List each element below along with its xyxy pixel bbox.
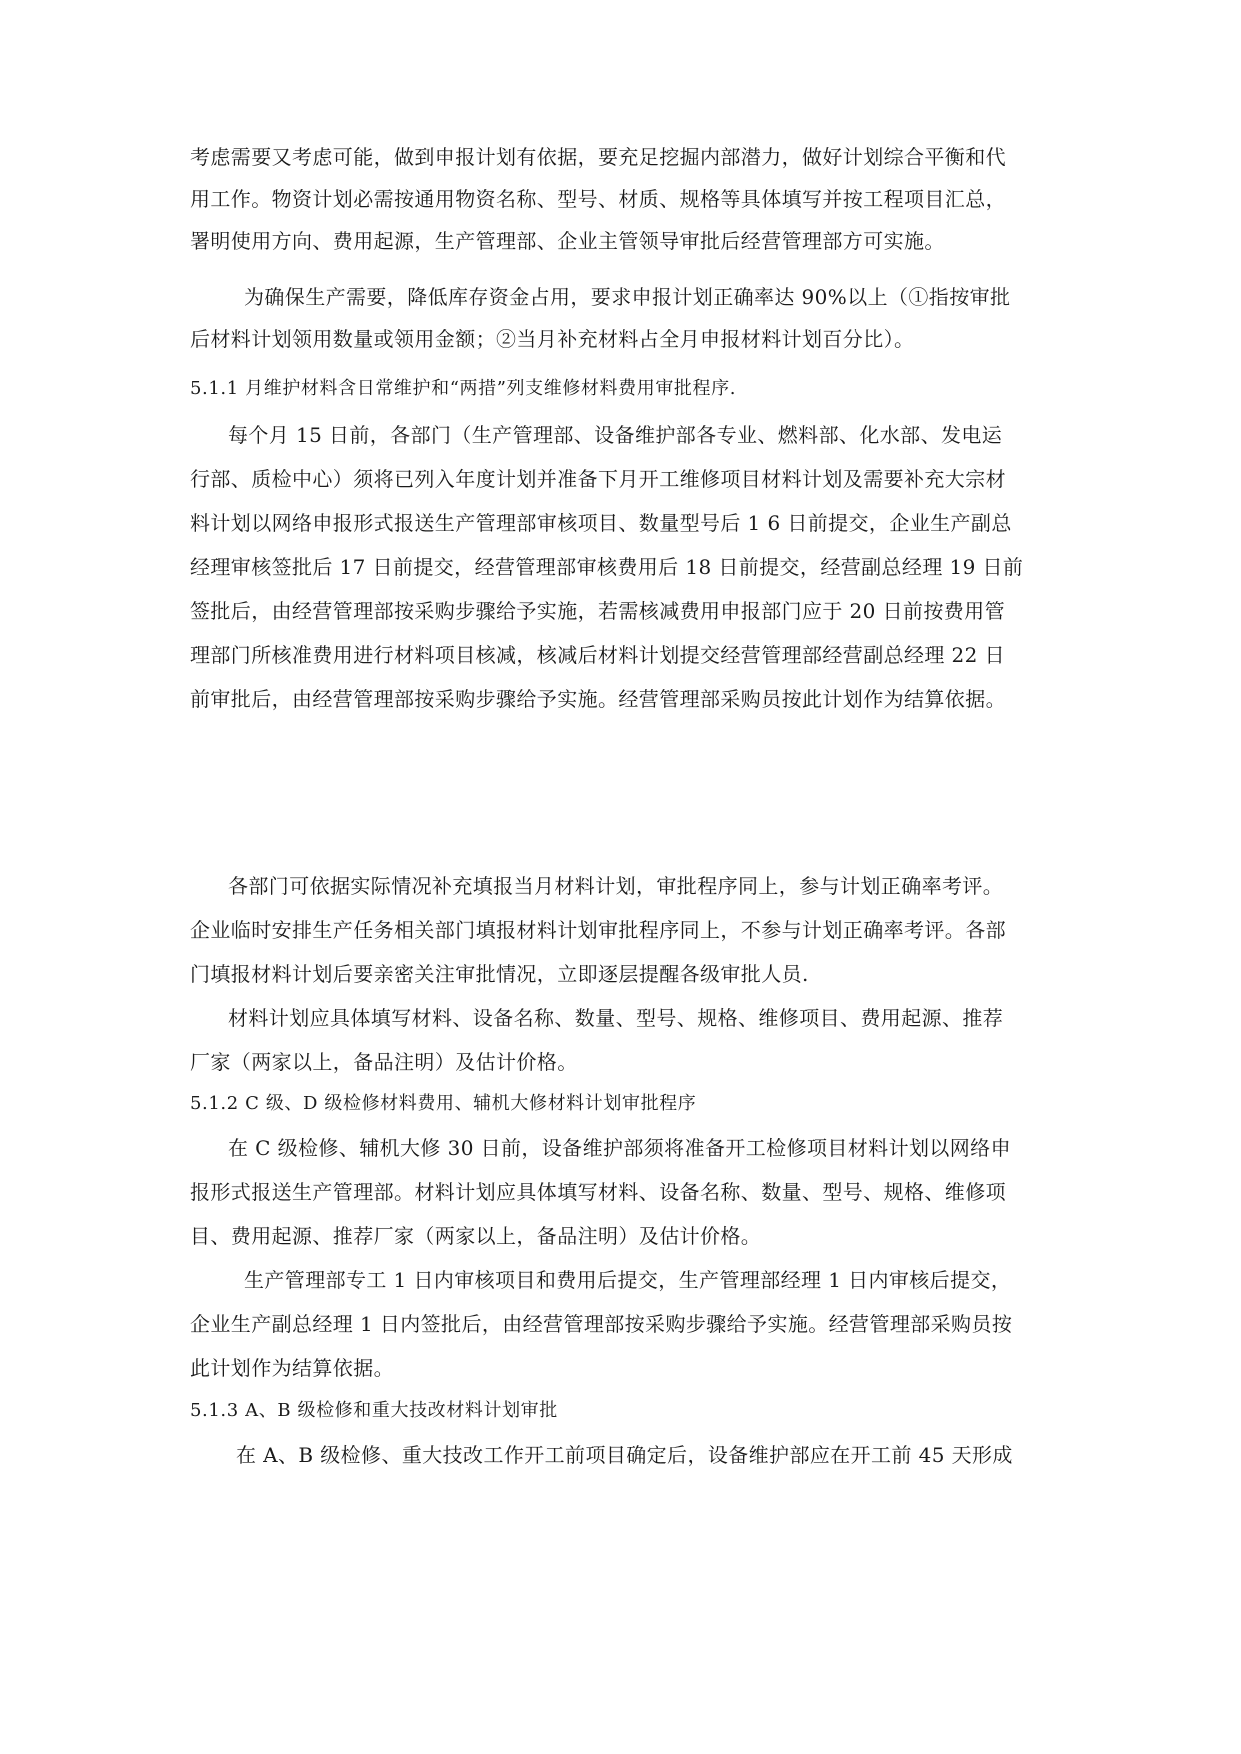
text-line: 署明使用方向、费用起源，生产管理部、企业主管领导审批后经营管理部方可实施。 bbox=[190, 229, 945, 253]
text-line: 理部门所核准费用进行材料项目核减，核减后材料计划提交经营管理部经营副总经理 22 日 bbox=[190, 643, 1005, 667]
heading-text: 5.1.2 C 级、D 级检修材料费用、辅机大修材料计划审批程序 bbox=[190, 1093, 697, 1114]
paragraph-2 bbox=[190, 279, 1050, 357]
text-line: 目、费用起源、推荐厂家（两家以上，备品注明）及估计价格。 bbox=[190, 1224, 762, 1248]
text-line: 生产管理部专工 1 日内审核项目和费用后提交，生产管理部经理 1 日内审核后提交， bbox=[244, 1268, 1012, 1292]
text-line: 门填报材料计划后要亲密关注审批情况，立即逐层提醒各级审批人员. bbox=[190, 962, 809, 986]
paragraph-6 bbox=[190, 1130, 1050, 1254]
section-heading-5-1-1 bbox=[190, 371, 1050, 407]
paragraph-1 bbox=[190, 139, 1050, 259]
text-line: 各部门可依据实际情况补充填报当月材料计划，审批程序同上，参与计划正确率考评。 bbox=[228, 874, 1004, 898]
paragraph-3 bbox=[190, 417, 1050, 717]
heading-text: 5.1.1 月维护材料含日常维护和“两措”列支维修材料费用审批程序. bbox=[190, 378, 737, 399]
paragraph-4 bbox=[190, 868, 1050, 992]
paragraph-7 bbox=[190, 1262, 1050, 1386]
text-line: 厂家（两家以上，备品注明）及估计价格。 bbox=[190, 1050, 578, 1074]
paragraph-5 bbox=[190, 1000, 1050, 1080]
text-line: 在 C 级检修、辅机大修 30 日前，设备维护部须将准备开工检修项目材料计划以网络申 bbox=[228, 1136, 1011, 1160]
text-line: 经理审核签批后 17 日前提交，经营管理部审核费用后 18 日前提交，经营副总经理 19 日前 bbox=[190, 555, 1024, 579]
text-line: 考虑需要又考虑可能，做到申报计划有依据，要充足挖掘内部潜力，做好计划综合平衡和代 bbox=[190, 145, 1006, 169]
section-heading-5-1-2 bbox=[190, 1086, 1050, 1122]
text-line: 材料计划应具体填写材料、设备名称、数量、型号、规格、维修项目、费用起源、推荐 bbox=[228, 1006, 1004, 1030]
text-line: 行部、质检中心）须将已列入年度计划并准备下月开工维修项目材料计划及需要补充大宗材 bbox=[190, 467, 1006, 491]
text-line: 企业临时安排生产任务相关部门填报材料计划审批程序同上，不参与计划正确率考评。各部 bbox=[190, 918, 1006, 942]
text-line: 为确保生产需要，降低库存资金占用，要求申报计划正确率达 90%以上（①指按审批 bbox=[244, 285, 1011, 309]
text-line: 在 A、B 级检修、重大技改工作开工前项目确定后，设备维护部应在开工前 45 天形成 bbox=[236, 1443, 1013, 1467]
text-line: 报形式报送生产管理部。材料计划应具体填写材料、设备名称、数量、型号、规格、维修项 bbox=[190, 1180, 1006, 1204]
text-line: 前审批后，由经营管理部按采购步骤给予实施。经营管理部采购员按此计划作为结算依据。 bbox=[190, 687, 1006, 711]
text-line: 企业生产副总经理 1 日内签批后，由经营管理部按采购步骤给予实施。经营管理部采购员按 bbox=[190, 1312, 1013, 1336]
text-line: 签批后，由经营管理部按采购步骤给予实施，若需核减费用申报部门应于 20 日前按费用管 bbox=[190, 599, 1005, 623]
section-heading-5-1-3 bbox=[190, 1393, 1050, 1429]
paragraph-8 bbox=[190, 1437, 1050, 1473]
text-line: 用工作。物资计划必需按通用物资名称、型号、材质、规格等具体填写并按工程项目汇总， bbox=[190, 187, 1006, 211]
text-line: 此计划作为结算依据。 bbox=[190, 1356, 394, 1380]
heading-text: 5.1.3 A、B 级检修和重大技改材料计划审批 bbox=[190, 1400, 558, 1421]
text-line: 料计划以网络申报形式报送生产管理部审核项目、数量型号后 1 6 日前提交，企业生产副总 bbox=[190, 511, 1012, 535]
text-line: 后材料计划领用数量或领用金额；②当月补充材料占全月申报材料计划百分比）。 bbox=[190, 327, 915, 351]
text-line: 每个月 15 日前，各部门（生产管理部、设备维护部各专业、燃料部、化水部、发电运 bbox=[228, 423, 1003, 447]
